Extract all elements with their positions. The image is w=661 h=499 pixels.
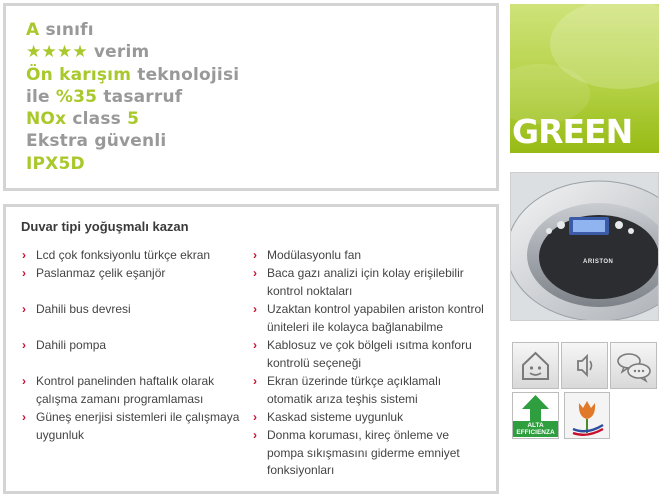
feature-line-ipx5d: IPX5D <box>26 153 85 174</box>
voice-messages-icon <box>611 343 656 388</box>
bullet-arrow-icon: › <box>253 428 257 442</box>
list-item: › Donma koruması, kireç önleme ve pompa sıkışmasını giderme emniyet fonksiyonları <box>253 428 460 477</box>
list-item: › Kablosuz ve çok bölgeli ısıtma konforu kontrolü seçeneği <box>253 338 472 370</box>
bullet-arrow-icon: › <box>22 374 26 388</box>
bullet-arrow-icon: › <box>22 302 26 316</box>
voice-messages-tile <box>610 342 657 389</box>
features-list <box>26 19 239 175</box>
list-item: › Uzaktan kontrol yapabilen ariston kontrol üniteleri ile kolayca bağlanabilme <box>253 302 484 334</box>
bullet-arrow-icon: › <box>22 410 26 424</box>
feature-line-savings: ile %35 tasarruf <box>26 86 183 107</box>
list-item: › Lcd çok fonksiyonlu türkçe ekran <box>22 247 246 265</box>
bullet-arrow-icon: › <box>253 302 257 316</box>
list-item: › Modülasyonlu fan <box>253 247 505 265</box>
feature-line-safety: Ekstra güvenli <box>26 131 167 152</box>
list-item: › Kontrol panelinden haftalık olarak çalışma zamanı programlaması <box>22 374 215 406</box>
comfort-house-tile <box>512 342 559 389</box>
list-item: › Ekran üzerinde türkçe açıklamalı otomatik arıza teşhis sistemi <box>253 374 442 406</box>
description-title: Duvar tipi yoğuşmalı kazan <box>21 219 189 234</box>
comfort-house-icon <box>513 343 558 388</box>
eco-tulip-badge <box>564 392 610 439</box>
bullet-arrow-icon: › <box>253 374 257 388</box>
banner-text: GREEN <box>512 112 633 151</box>
list-item: › Baca gazı analizi için kolay erişilebilir kontrol noktaları <box>253 266 464 298</box>
high-efficiency-badge <box>512 392 559 439</box>
feature-line-nox: NOx class 5 <box>26 109 140 130</box>
bullet-arrow-icon: › <box>22 266 26 280</box>
product-photo <box>510 172 659 321</box>
boiler-control-panel-image <box>511 173 659 321</box>
bullet-arrow-icon: › <box>253 338 257 352</box>
bullet-arrow-icon: › <box>22 338 26 352</box>
tulip-eco-icon <box>565 393 609 438</box>
bullet-arrow-icon: › <box>253 266 257 280</box>
efficiency-label: ALTA EFFICIENZA <box>513 421 558 437</box>
bullet-arrow-icon: › <box>253 248 257 262</box>
list-item: › Dahili pompa <box>22 337 246 355</box>
list-item: › Dahili bus devresi <box>22 301 246 319</box>
bullet-arrow-icon: › <box>22 248 26 262</box>
list-item: › Paslanmaz çelik eşanjör <box>22 265 246 283</box>
feature-line-energy-class: A sınıfı <box>26 20 94 40</box>
low-noise-tile <box>561 342 608 389</box>
bullet-arrow-icon: › <box>253 410 257 424</box>
description-box <box>3 204 499 494</box>
green-banner <box>510 4 659 153</box>
low-noise-speaker-icon <box>562 343 607 388</box>
list-item: › Güneş enerjisi sistemleri ile çalışmaya uygunluk <box>22 410 240 442</box>
features-box <box>3 3 499 191</box>
list-item: › Kaskad sisteme uygunluk <box>253 409 505 427</box>
feature-line-efficiency: ★★★★ verim <box>26 42 150 63</box>
feature-line-premix: Ön karışım teknolojisi <box>26 64 240 85</box>
product-brand-label: ARISTON <box>583 259 614 265</box>
